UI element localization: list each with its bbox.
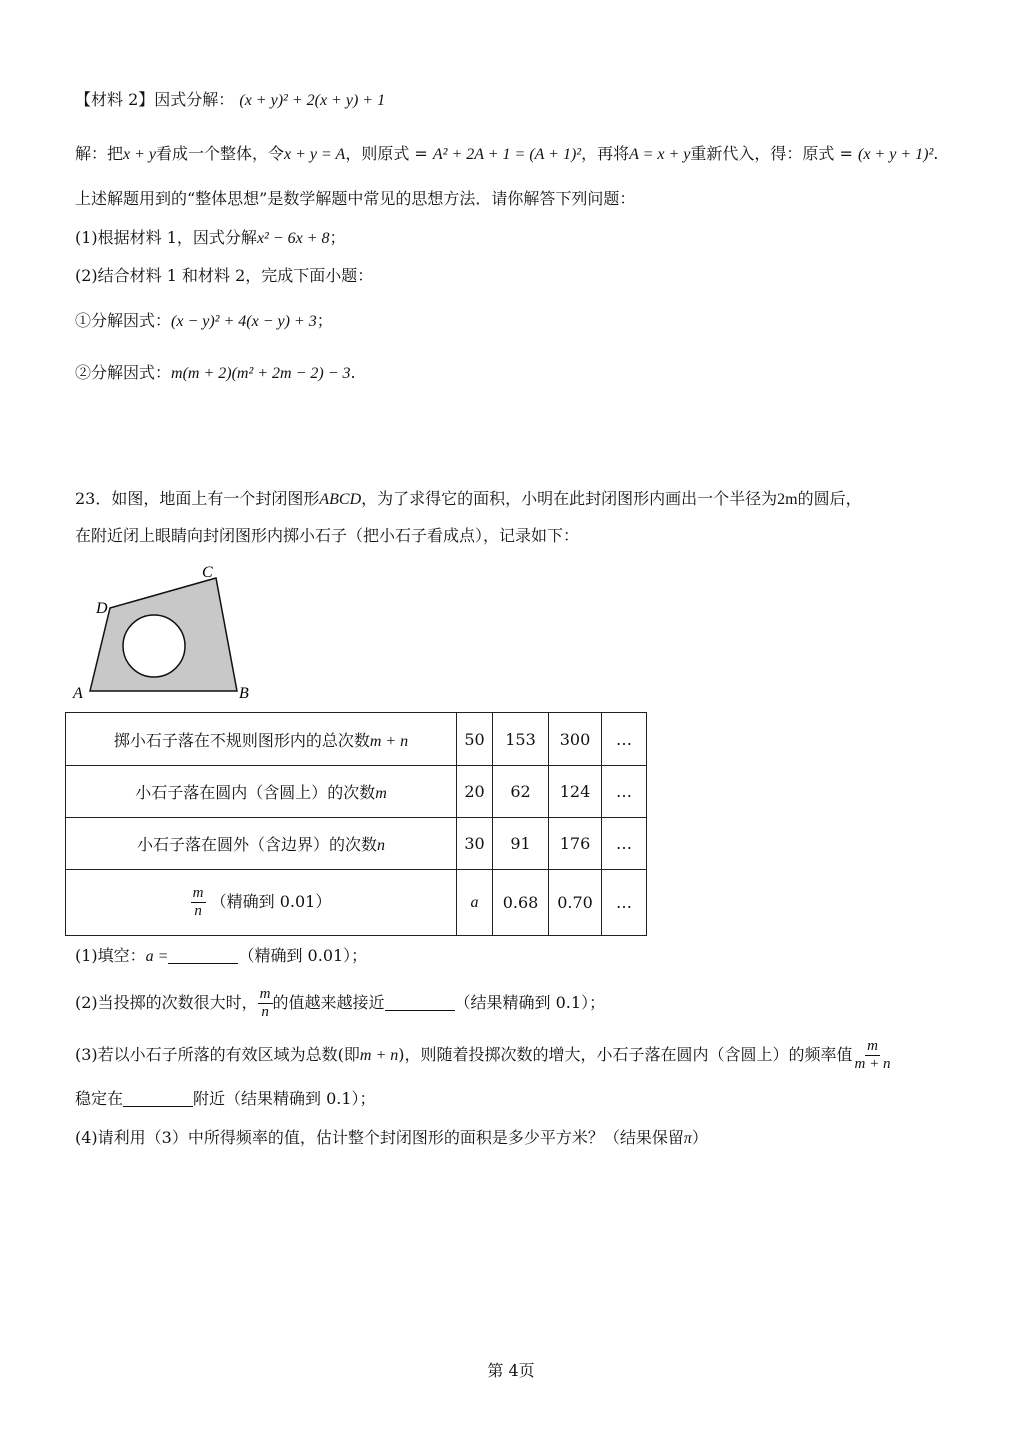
- question-2a-label: ①分解因式：: [75, 311, 172, 330]
- question-2b-end: .: [350, 363, 356, 382]
- solution-xy: x + y: [123, 146, 157, 163]
- sub-question-2-tail: （结果精确到 0.1）；: [454, 993, 606, 1012]
- solution-expression: A² + 2A + 1 = (A + 1)²: [432, 146, 582, 163]
- table-cell: …: [602, 713, 647, 766]
- table-cell: 124: [549, 766, 602, 818]
- question-23-shape: ABCD: [319, 491, 362, 508]
- sub-question-4-end: ）: [691, 1128, 708, 1147]
- question-23-radius: 2m: [777, 491, 798, 508]
- question-2b-label: ②分解因式：: [75, 363, 172, 382]
- question-1-end: ；: [329, 228, 346, 247]
- solution-text-5: 重新代入，得：原式 =: [690, 144, 858, 163]
- page-number: 第 4页: [487, 1361, 535, 1380]
- solution-end: .: [933, 144, 939, 163]
- table-row: [66, 766, 647, 818]
- vertex-label-a: A: [73, 685, 83, 702]
- table-cell: a: [457, 870, 493, 936]
- question-23-line-2: 在附近闭上眼睛向封闭图形内掷小石子（把小石子看成点），记录如下：: [75, 526, 580, 545]
- question-2b: [75, 361, 356, 386]
- question-23-line-1: [75, 487, 862, 512]
- answer-blank[interactable]: [168, 947, 238, 964]
- sub-question-3-label: (3)若以小石子所落的有效区域为总数(即: [75, 1045, 360, 1064]
- table-row-header: 小石子落在圆内（含圆上）的次数m: [66, 766, 457, 818]
- solution-let: x + y = A: [284, 146, 346, 163]
- sub-question-1-label: (1)填空：: [75, 946, 146, 965]
- table-cell: 91: [493, 818, 549, 870]
- answer-blank[interactable]: [123, 1090, 193, 1107]
- record-table: [65, 712, 647, 936]
- pi-symbol: π: [683, 1130, 692, 1147]
- sub-question-3-var: m + n: [359, 1047, 399, 1064]
- sub-question-2: [75, 986, 605, 1021]
- table-cell: 62: [493, 766, 549, 818]
- table-cell: 176: [549, 818, 602, 870]
- question-2a: [75, 309, 333, 334]
- question-23-text-3: 的圆后，: [797, 489, 862, 508]
- table-cell: 0.68: [493, 870, 549, 936]
- sub-question-1-tail: （精确到 0.01）；: [238, 946, 368, 965]
- table-row: [66, 870, 647, 936]
- table-cell: …: [602, 818, 647, 870]
- solution-text-2: 看成一个整体，令: [156, 144, 285, 163]
- quadrilateral-figure: [70, 558, 260, 706]
- vertex-label-b: B: [239, 685, 249, 702]
- sub-question-1: [75, 944, 367, 969]
- solution-result: (x + y + 1)²: [857, 146, 934, 163]
- material2-expression: (x + y)² + 2(x + y) + 1: [239, 92, 386, 109]
- question-1: [75, 226, 346, 251]
- solution-text-1: 解：把: [75, 144, 124, 163]
- question-23-text-1: 23．如图，地面上有一个封闭图形: [75, 489, 320, 508]
- vertex-label-d: D: [96, 600, 108, 617]
- solution-text-3: ，则原式 =: [345, 144, 433, 163]
- material2-line: [75, 88, 385, 113]
- table-cell: …: [602, 766, 647, 818]
- question-1-label: (1)根据材料 1，因式分解: [75, 228, 257, 247]
- sub-question-3-line-2: [75, 1087, 376, 1111]
- sub-question-3-mid: )，则随着投掷次数的增大，小石子落在圆内（含圆上）的频率值: [398, 1045, 853, 1064]
- answer-blank[interactable]: [385, 994, 455, 1011]
- material2-label: 【材料 2】因式分解：: [75, 90, 235, 109]
- table-cell: 20: [457, 766, 493, 818]
- table-row: [66, 818, 647, 870]
- solution-text-4: ，再将: [581, 144, 630, 163]
- sub-question-4: [75, 1126, 708, 1151]
- table-cell: 300: [549, 713, 602, 766]
- solution-line: [75, 142, 938, 167]
- solution-substitution: A = x + y: [629, 146, 691, 163]
- question-2a-end: ；: [316, 311, 333, 330]
- sub-question-3-text-b: 附近（结果精确到 0.1）；: [193, 1089, 376, 1108]
- intro-text: 上述解题用到的“整体思想”是数学解题中常见的思想方法．请你解答下列问题：: [75, 189, 636, 208]
- table-cell: 153: [493, 713, 549, 766]
- question-2a-expression: (x − y)² + 4(x − y) + 3: [171, 313, 317, 330]
- question-2: (2)结合材料 1 和材料 2，完成下面小题：: [75, 266, 374, 285]
- table-row-header: 掷小石子落在不规则图形内的总次数m + n: [66, 713, 457, 766]
- sub-question-3-fraction: $\frac{m}{m + n}$: [854, 1038, 891, 1072]
- vertex-label-c: C: [202, 564, 213, 581]
- table-cell: 50: [457, 713, 493, 766]
- table-cell: 30: [457, 818, 493, 870]
- sub-question-2-mid: 的值越来越接近: [272, 993, 385, 1012]
- sub-question-1-var: a =: [145, 948, 169, 965]
- question-23-text-2: ，为了求得它的面积，小明在此封闭图形内画出一个半径为: [361, 489, 778, 508]
- question-1-expression: x² − 6x + 8: [256, 230, 330, 247]
- ratio-fraction: $\frac{m}{n}$: [192, 885, 204, 919]
- table-row: [66, 713, 647, 766]
- question-2b-expression: m(m + 2)(m² + 2m − 2) − 3: [171, 365, 351, 382]
- table-row-header: 小石子落在圆外（含边界）的次数n: [66, 818, 457, 870]
- sub-question-2-label: (2)当投掷的次数很大时，: [75, 993, 258, 1012]
- sub-question-3: [75, 1038, 893, 1073]
- inner-circle: [123, 615, 185, 677]
- table-row-header: $\frac{m}{n}$ （精确到 0.01）: [66, 870, 457, 936]
- table-cell: 0.70: [549, 870, 602, 936]
- sub-question-3-text-a: 稳定在: [75, 1089, 124, 1108]
- sub-question-4-label: (4)请利用（3）中所得频率的值，估计整个封闭图形的面积是多少平方米？（结果保留: [75, 1128, 684, 1147]
- sub-question-2-fraction: $\frac{m}{n}$: [259, 986, 271, 1020]
- table-cell: …: [602, 870, 647, 936]
